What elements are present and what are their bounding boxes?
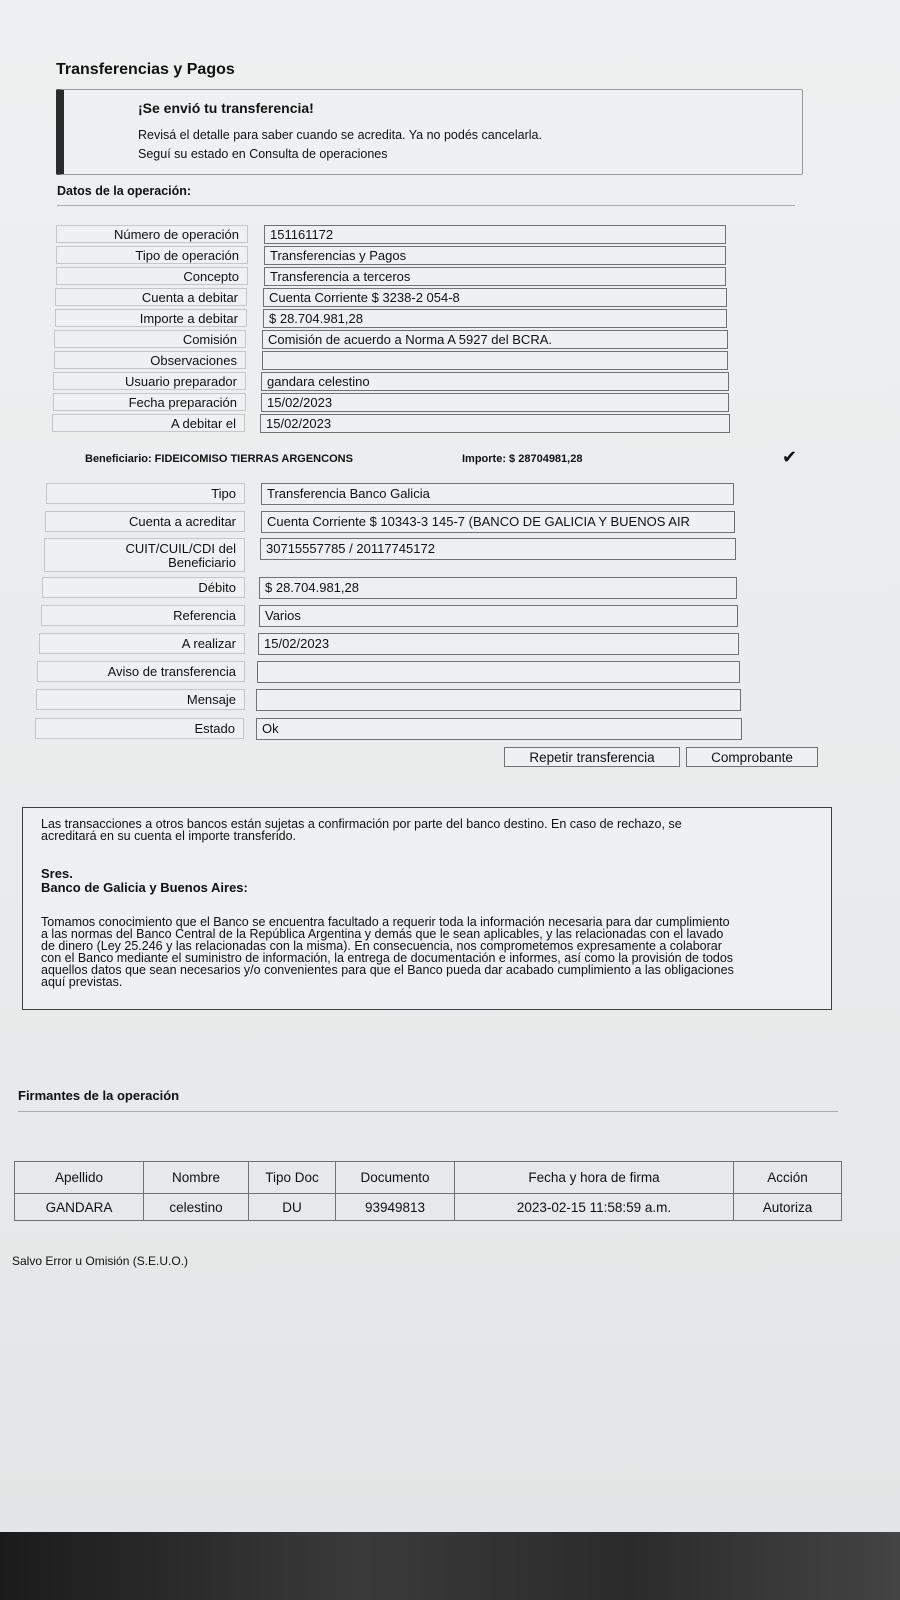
cell-apellido: GANDARA bbox=[15, 1194, 144, 1221]
page-title: Transferencias y Pagos bbox=[56, 61, 235, 78]
beneficiary-value: 15/02/2023 bbox=[258, 633, 739, 655]
signers-table bbox=[14, 1161, 842, 1221]
notice-title: ¡Se envió tu transferencia! bbox=[138, 100, 314, 116]
footer-disclaimer: Salvo Error u Omisión (S.E.U.O.) bbox=[12, 1254, 189, 1268]
beneficiary-label: Referencia bbox=[41, 605, 245, 626]
notice-line-1: Revisá el detalle para saber cuando se acredita. Ya no podés cancelarla. bbox=[138, 128, 542, 142]
beneficiary-label: Cuenta a acreditar bbox=[45, 511, 245, 532]
operation-label: Número de operación bbox=[56, 225, 248, 243]
operation-label: Observaciones bbox=[54, 351, 246, 369]
beneficiary-value: Transferencia Banco Galicia bbox=[261, 483, 734, 505]
status-value: Ok bbox=[256, 718, 742, 740]
operation-value: gandara celestino bbox=[261, 372, 729, 391]
operation-label: Comisión bbox=[54, 330, 246, 348]
beneficiary-value: $ 28.704.981,28 bbox=[259, 577, 737, 599]
operation-label: Usuario preparador bbox=[53, 372, 246, 390]
operation-label: Cuenta a debitar bbox=[55, 288, 247, 306]
cell-accion: Autoriza bbox=[734, 1194, 842, 1221]
operation-label: A debitar el bbox=[52, 414, 245, 432]
column-header-tipo-doc: Tipo Doc bbox=[249, 1162, 336, 1194]
operation-value: Transferencia a terceros bbox=[264, 267, 726, 286]
operation-value: Transferencias y Pagos bbox=[264, 246, 726, 265]
beneficiary-label-line2: Beneficiario bbox=[168, 555, 236, 570]
beneficiary-value: 30715557785 / 20117745172 bbox=[260, 538, 736, 560]
column-header-fecha: Fecha y hora de firma bbox=[455, 1162, 734, 1194]
operation-value: $ 28.704.981,28 bbox=[263, 309, 727, 328]
table-row bbox=[15, 1194, 842, 1221]
legal-bank-name: Banco de Galicia y Buenos Aires: bbox=[41, 880, 248, 895]
column-header-nombre: Nombre bbox=[144, 1162, 249, 1194]
cell-fecha: 2023-02-15 11:58:59 a.m. bbox=[455, 1194, 734, 1221]
operation-section-label: Datos de la operación: bbox=[57, 184, 192, 198]
operation-label: Fecha preparación bbox=[53, 393, 246, 411]
beneficiary-value bbox=[257, 661, 740, 683]
beneficiary-label: Tipo bbox=[46, 483, 245, 504]
operation-label: Importe a debitar bbox=[55, 309, 247, 327]
beneficiary-amount: Importe: $ 28704981,28 bbox=[462, 453, 583, 465]
legal-p2-line1: Tomamos conocimiento que el Banco se encuentra facultado a requerir toda la información necesaria para dar cumplimiento bbox=[41, 915, 730, 929]
repeat-transfer-button[interactable]: Repetir transferencia bbox=[504, 747, 680, 767]
signers-section-label: Firmantes de la operación bbox=[18, 1088, 180, 1103]
operation-divider bbox=[57, 205, 795, 206]
legal-notice bbox=[22, 807, 832, 1010]
cell-nombre: celestino bbox=[144, 1194, 249, 1221]
operation-value bbox=[262, 351, 728, 370]
legal-p2-line2: a las normas del Banco Central de la República Argentina y demás que le sean aplicables, y las relacionadas con el lavado bbox=[41, 927, 724, 941]
legal-salutation: Sres. bbox=[41, 866, 73, 881]
beneficiary-label: Estado bbox=[35, 718, 244, 739]
signers-header-row bbox=[15, 1162, 842, 1194]
operation-value: 15/02/2023 bbox=[260, 414, 730, 433]
beneficiary-label: Aviso de transferencia bbox=[37, 661, 245, 682]
beneficiary-label: Mensaje bbox=[36, 689, 245, 710]
legal-p2-line4: con el Banco mediante el suministro de información, la entrega de documentación e informes, así como la provisión de todos bbox=[41, 951, 734, 965]
cell-documento: 93949813 bbox=[336, 1194, 455, 1221]
operation-value: Comisión de acuerdo a Norma A 5927 del BCRA. bbox=[262, 330, 728, 349]
notice-line-2: Seguí su estado en Consulta de operaciones bbox=[138, 147, 388, 161]
beneficiary-label: CUIT/CUIL/CDI del bbox=[125, 541, 236, 556]
legal-p1-line2: acreditará en su cuenta el importe transferido. bbox=[41, 829, 296, 843]
legal-p2-line6: aquí previstas. bbox=[41, 975, 123, 989]
desk-surface bbox=[0, 1532, 900, 1600]
success-notice bbox=[56, 89, 803, 175]
operation-value: 15/02/2023 bbox=[261, 393, 729, 412]
operation-value: 151161172 bbox=[264, 225, 726, 244]
beneficiary-name: Beneficiario: FIDEICOMISO TIERRAS ARGENCONS bbox=[85, 453, 353, 465]
beneficiary-value: Varios bbox=[259, 605, 738, 627]
legal-p2-line3: de dinero (Ley 25.246 y las relacionadas con la misma). En consecuencia, nos comprometemos expresamente a colaborar bbox=[41, 939, 722, 953]
signers-divider bbox=[18, 1111, 838, 1112]
column-header-accion: Acción bbox=[734, 1162, 842, 1194]
operation-label: Tipo de operación bbox=[56, 246, 248, 264]
beneficiary-value bbox=[256, 689, 741, 711]
beneficiary-label-cuit bbox=[44, 538, 245, 572]
legal-p2-line5: aquellos datos que sean necesarios y/o convenientes para que el Banco pueda dar acabado cumplimiento a las obligaciones bbox=[41, 963, 734, 977]
operation-label: Concepto bbox=[56, 267, 248, 285]
beneficiary-label: Débito bbox=[42, 577, 245, 598]
beneficiary-value: Cuenta Corriente $ 10343-3 145-7 (BANCO DE GALICIA Y BUENOS AIR bbox=[261, 511, 735, 533]
legal-p1-line1: Las transacciones a otros bancos están sujetas a confirmación por parte del banco destino. En caso de rechazo, se bbox=[41, 817, 682, 831]
beneficiary-label: A realizar bbox=[39, 633, 245, 654]
column-header-documento: Documento bbox=[336, 1162, 455, 1194]
receipt-button[interactable]: Comprobante bbox=[686, 747, 818, 767]
check-icon: ✔ bbox=[782, 447, 798, 467]
column-header-apellido: Apellido bbox=[15, 1162, 144, 1194]
operation-value: Cuenta Corriente $ 3238-2 054-8 bbox=[263, 288, 727, 307]
cell-tipo-doc: DU bbox=[249, 1194, 336, 1221]
